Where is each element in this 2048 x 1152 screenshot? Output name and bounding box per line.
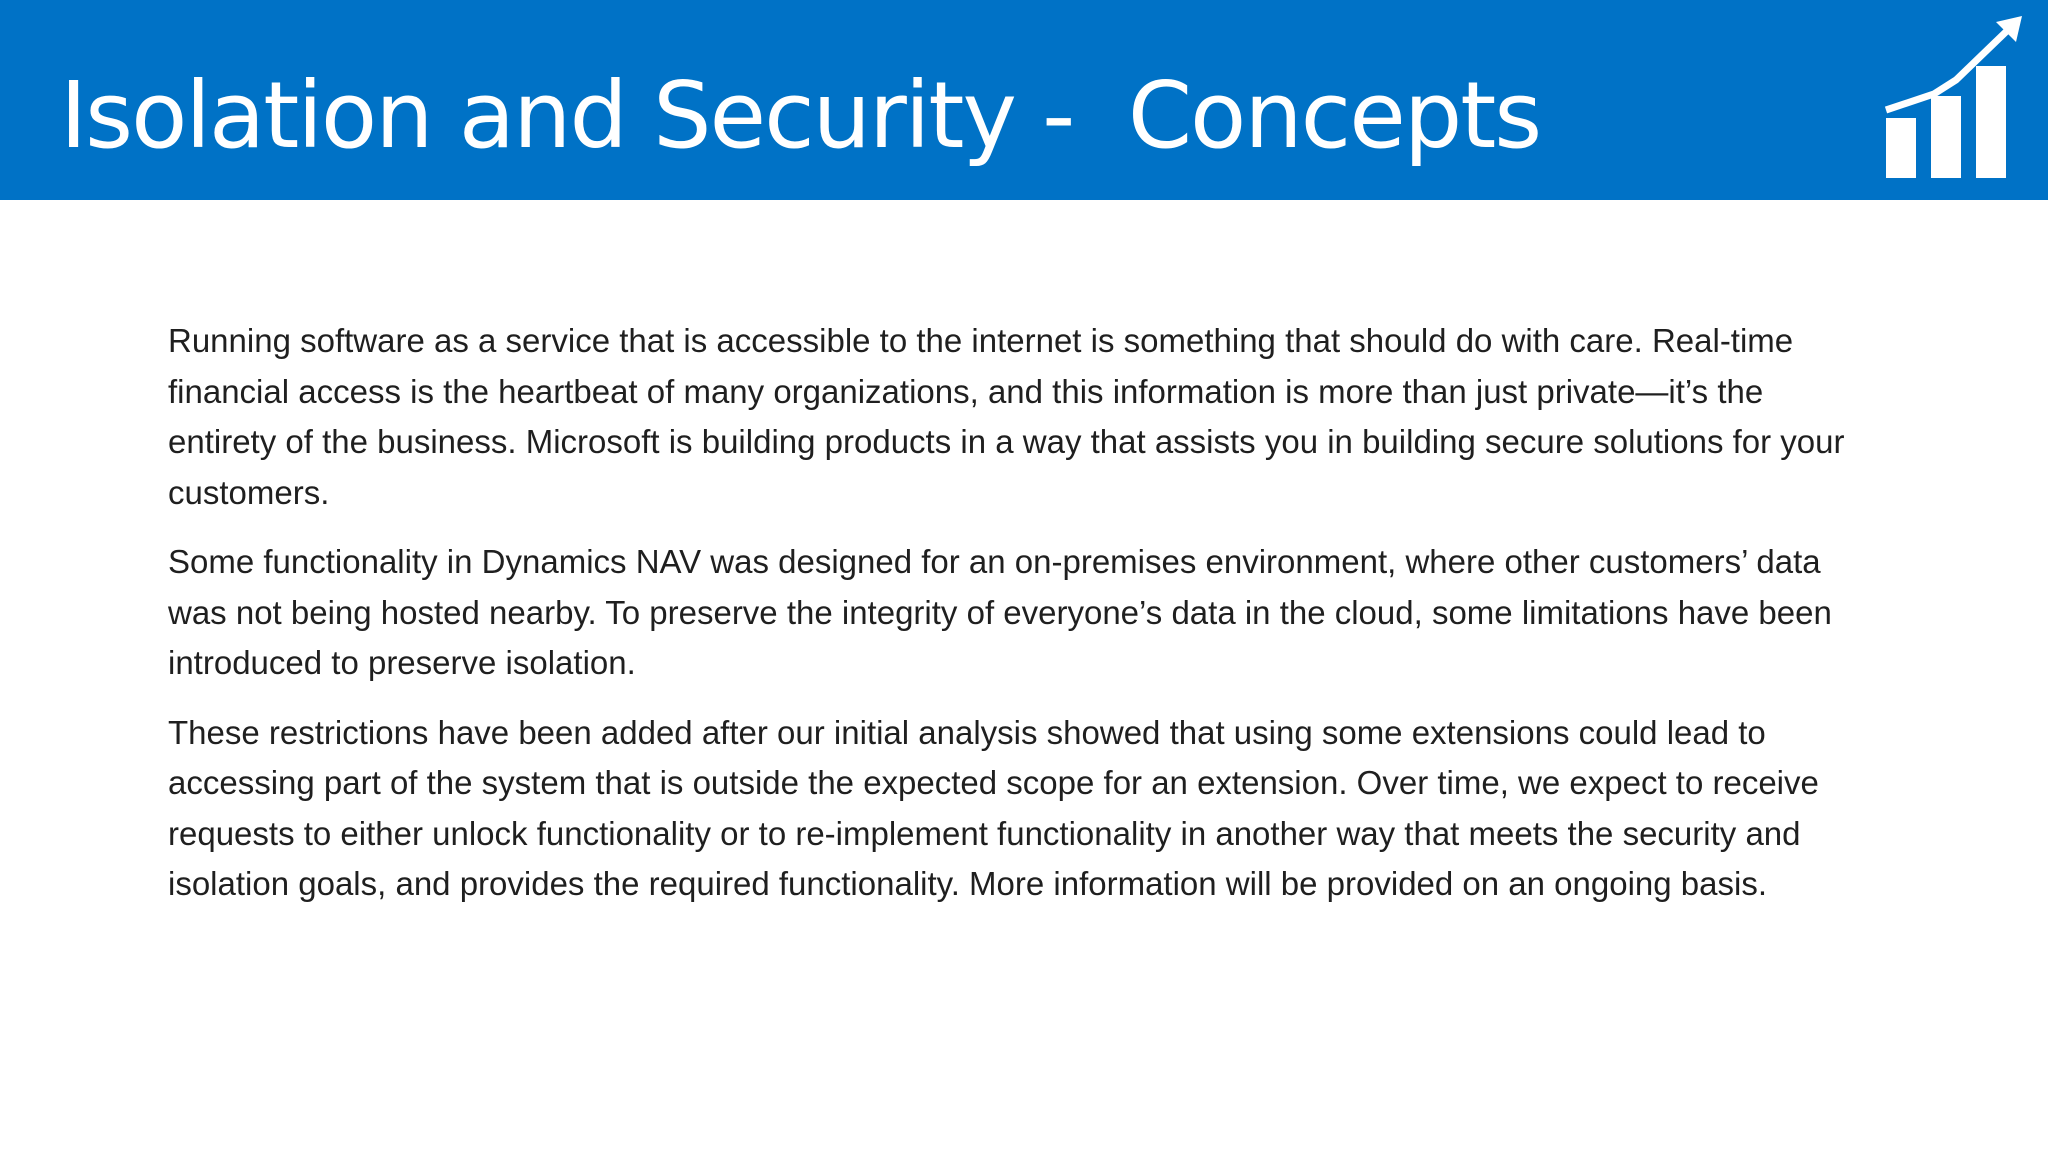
chart-bar-large (1976, 66, 2006, 178)
paragraph-nav-limitations: Some functionality in Dynamics NAV was designed for an on-premises environment, where other customers’ data was not being hosted nearby. To preserve the integrity of everyone’s data in the cloud, some limitations have been introduced to preserve isolation. (168, 543, 1832, 681)
title-banner (0, 0, 2048, 200)
paragraph-saas-security: Running software as a service that is accessible to the internet is something that should do with care. Real-time financial access is the heartbeat of many organizations, and this information is more than just private—it’s the entirety of the business. Microsoft is building products in a way that assists you in building secure solutions for your customers. (168, 322, 1845, 511)
growth-chart-icon (1876, 14, 2026, 178)
slide-title: Isolation and Security - Concepts (60, 62, 1541, 169)
chart-bar-medium (1931, 96, 1961, 178)
paragraph-restrictions: These restrictions have been added after our initial analysis showed that using some extensions could lead to accessing part of the system that is outside the expected scope for an extension. Over time, we expect to receive requests to either unlock functionality or to re-implement functionality in another way that meets the security and isolation goals, and provides the required functionality. More information will be provided on an ongoing basis. (168, 713, 1819, 902)
chart-bar-small (1886, 118, 1916, 178)
body-text (168, 316, 1878, 929)
